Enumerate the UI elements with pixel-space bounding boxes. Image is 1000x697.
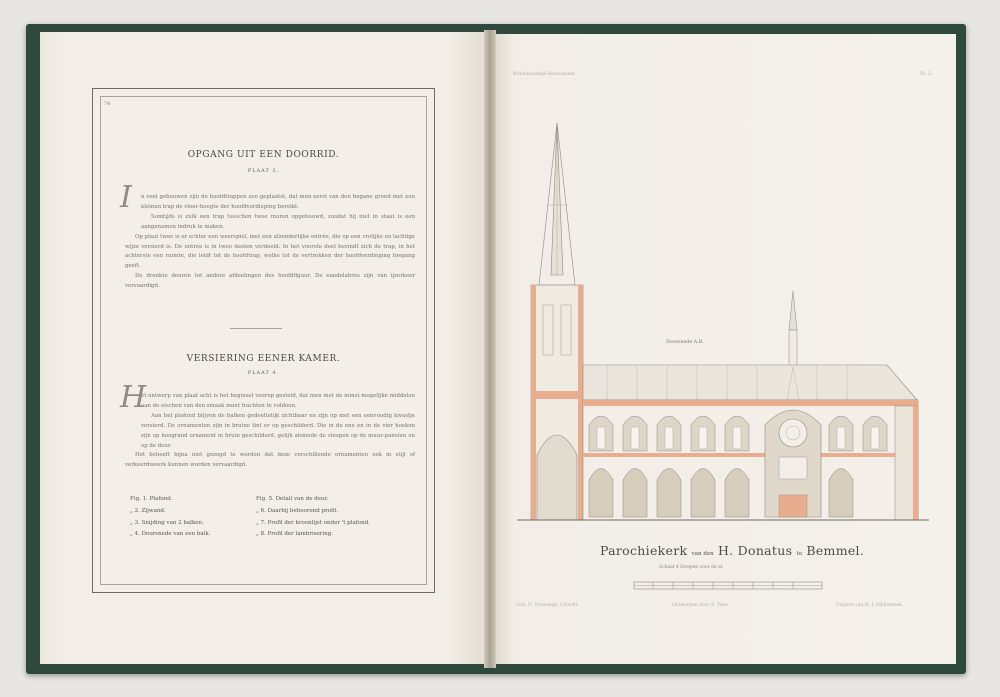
credit-publisher: Uitgave van H. J. Bibliotheek. <box>836 603 904 608</box>
plate-number: Pl. 3. <box>920 72 933 77</box>
caption-part: Parochiekerk <box>600 543 688 558</box>
section2-paragraph: Het behoeft bijna niet gezegd te worden dat deze verschillende ornamenten ook in stijl of verkeerdweerk kunnen worden vervaardigd. <box>125 452 415 469</box>
figure-entry: „ 6. Daarbij behoorend profil. <box>256 507 339 514</box>
section1-paragraph: Op plaat twee is er echter een weerspiel, met een afzonderlijke entrée, die op een vrolijke en lachtige wijze versierd is. De entrée is in twee deelen verdeeld. In het voorste deel bevindt zich de trap, in het achterste een ruimte, die leidt tot de hoofdtrap, welke tot de vertrekken der hoofdverdieping toegang geeft. <box>125 233 415 270</box>
figure-entry: Fig. 1. Plafond. <box>130 496 173 502</box>
figure-entry: Fig. 5. Detail van de deur. <box>256 496 329 502</box>
figure-entry: „ 7. Profil der kroonlijst onder 't plafond. <box>256 519 370 526</box>
section1-paragraph: De drenkte deuren tot andere afdeelingen des hoofdflguur. De eandelabres zijn van ijzerkeer vervaardigd. <box>125 273 415 290</box>
running-head: Bouwkundige Bouwkunst <box>513 72 575 77</box>
caption-part: H. Donatus <box>717 543 793 558</box>
decorated-initial-2: H <box>120 380 147 415</box>
church-section-drawing <box>517 115 929 525</box>
credit-designer: Ontworpen door A. Tepe. <box>672 603 730 608</box>
figure-list-right <box>256 494 370 541</box>
figure-entry: „ 4. Doorsnede van een balk. <box>130 531 211 538</box>
figure-list-left <box>130 494 211 541</box>
section-title-versiering: VERSIERING EENER KAMER. <box>186 354 341 364</box>
section-title-opgang: OPGANG UIT EEN DOORRID. <box>187 150 340 160</box>
book-gutter <box>484 30 496 668</box>
scale-bar <box>633 578 823 594</box>
section-separator <box>230 328 282 329</box>
drawing-label: Doorsnede A.B. <box>666 340 704 345</box>
caption-part: te <box>796 551 803 557</box>
section1-paragraph: n veel gebouwen zijn de hoofdtrappen zoo geplaatst, dat men eerst van den begane grond met een kleinen trap de vloer-hoogte der hoofdverdieping bereikt. <box>141 194 415 210</box>
scale-caption: Schaal 4 Strepen voor de el. <box>659 565 724 570</box>
page-number: 74 <box>104 101 111 107</box>
figure-entry: „ 8. Profil der lambrisering. <box>256 531 334 538</box>
section2-body <box>125 392 415 471</box>
section2-paragraph: Aan het plafond blijven de balken gedeeltelijk zichtbaar en zijn op met een eenvoudig kwastje versierd. De ornamenten zijn in bruine tint er op geschilderd. Die in de ene en in de vier hoeken zijn op hoogrand ornament in bruin geschilderd, gelijk alsmede de stespen op de muur-panelen en op de deur. <box>141 412 415 449</box>
plaat-label-4: PLAAT 4. <box>247 370 280 376</box>
credit-lithographer: Lith. N. Vreeswijk, Utrecht. <box>516 603 579 608</box>
decorated-initial-1: I <box>120 180 132 215</box>
plate-caption <box>600 543 864 558</box>
section1-paragraph: Somtijds is zulk een trap tusschen twee muren opgebouwd, zoodat hij niet in staat is een aangenamen indruk te maken. <box>141 213 415 230</box>
plaat-label-3: PLAAT 3. <box>247 168 280 174</box>
section1-body <box>125 193 415 292</box>
caption-part: van den <box>691 551 714 557</box>
figure-entry: „ 3. Snijding van 2 balken. <box>130 519 204 526</box>
figure-entry: „ 2. Zijwand. <box>130 507 166 514</box>
caption-part: Bemmel. <box>806 543 865 558</box>
section2-paragraph: et ontwerp van plaat acht is het beginsel voorop gesteld, dat men met de minst mogelijke middelen aan de eischen van den smaak moet trachten te voldoen. <box>141 393 415 409</box>
